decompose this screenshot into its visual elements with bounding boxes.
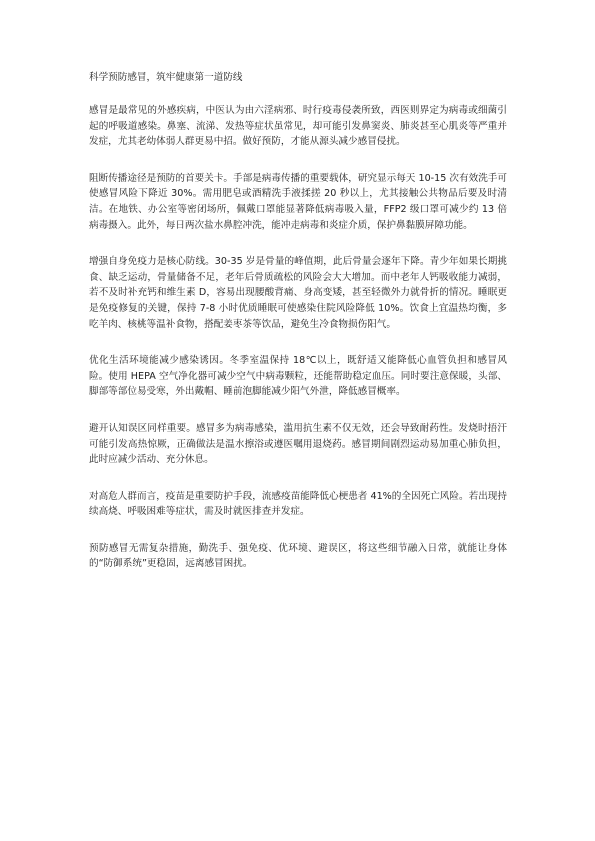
paragraph-high-risk: 对高危人群而言，疫苗是重要防护手段，流感疫苗能降低心梗患者 41%的全因死亡风险。若出现持续高烧、呼吸困难等症状，需及时就医排查并发症。 (89, 490, 507, 518)
document-page (89, 71, 507, 593)
document-title: 科学预防感冒，筑牢健康第一道防线 (89, 72, 243, 83)
paragraph-misconceptions: 避开认知误区同样重要。感冒多为病毒感染，滥用抗生素不仅无效，还会导致耐药性。发烧时捂汗可能引发高热惊厥，正确做法是温水擦浴或遵医嘱用退烧药。感冒期间剧烈运动易加重心肺负担，此时应减少活动、充分休息。 (89, 422, 507, 466)
paragraph-transmission: 阻断传播途径是预防的首要关卡。手部是病毒传播的重要载体，研究显示每天 10-15 次有效洗手可使感冒风险下降近 30%。需用肥皂或酒精洗手液揉搓 20 秒以上，尤其接触公共物品后要及时清洁。在地铁、办公室等密闭场所，佩戴口罩能显著降低病毒吸入量，FFP2 级口罩可减少约 13 倍病毒摄入。此外，每日两次盐水鼻腔冲洗，能冲走病毒和炎症介质，保护鼻黏膜屏障功能。 (89, 172, 507, 231)
paragraph-intro: 感冒是最常见的外感疾病，中医认为由六淫病邪、时行疫毒侵袭所致，西医则界定为病毒或细菌引起的呼吸道感染。鼻塞、流涕、发热等症状虽常见，却可能引发鼻窦炎、肺炎甚至心肌炎等严重并发症，尤其老幼体弱人群更易中招。做好预防，才能从源头减少感冒侵扰。 (89, 105, 507, 148)
paragraph-environment: 优化生活环境能减少感染诱因。冬季室温保持 18℃以上，既舒适又能降低心血管负担和感冒风险。使用 HEPA 空气净化器可减少空气中病毒颗粒，还能帮助稳定血压。同时要注意保暖，头部、脚部等部位易受寒，外出戴帽、睡前泡脚能减少阳气外泄，降低感冒概率。 (89, 355, 507, 398)
paragraph-immunity: 增强自身免疫力是核心防线。30-35 岁是骨量的峰值期，此后骨量会逐年下降。青少年如果长期挑食、缺乏运动，骨量储备不足，老年后骨质疏松的风险会大大增加。而中老年人钙吸收能力减弱，若不及时补充钙和维生素 D，容易出现腰酸背痛、身高变矮，甚至轻微外力就骨折的情况。睡眠更是免疫修复的关键，保持 7-8 小时优质睡眠可使感染住院风险降低 10%。饮食上宜温热均衡，多吃羊肉、核桃等温补食物，搭配姜枣茶等饮品，避免生冷食物损伤阳气。 (89, 256, 507, 330)
paragraph-conclusion: 预防感冒无需复杂措施，勤洗手、强免疫、优环境、避误区，将这些细节融入日常，就能让身体的“防御系统”更稳固，远离感冒困扰。 (89, 542, 507, 570)
